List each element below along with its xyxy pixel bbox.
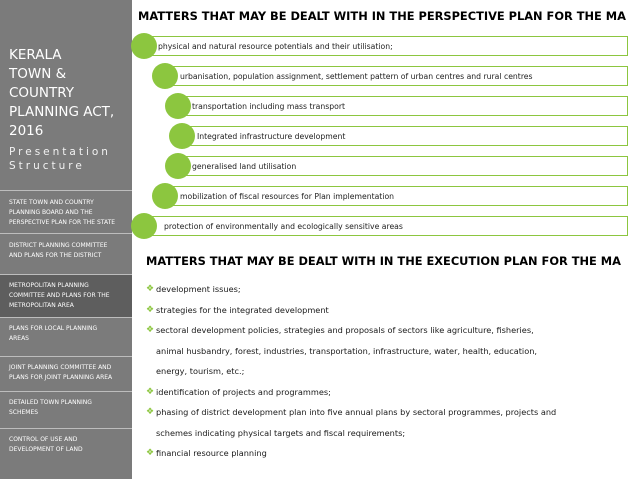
perspective-heading: MATTERS THAT MAY BE DEALT WITH IN THE PERSPECTIVE PLAN FOR THE MA: [138, 9, 626, 23]
list-item-continuation: energy, tourism, etc.;: [156, 366, 245, 376]
bullet-circle-icon: [165, 93, 191, 119]
perspective-item: physical and natural resource potentials and their utilisation;: [145, 36, 628, 56]
diamond-bullet-icon: ❖: [146, 386, 155, 397]
list-item: ❖ phasing of district development plan into five annual plans by sectoral programmes, projects and: [146, 402, 622, 423]
subtitle-line: Presentation: [9, 146, 111, 158]
bullet-circle-icon: [152, 183, 178, 209]
title-line: TOWN &: [9, 66, 67, 82]
nav-item-town-planning-schemes[interactable]: DETAILED TOWN PLANNING SCHEMES: [9, 399, 92, 416]
list-item: ❖ strategies for the integrated development: [146, 300, 622, 321]
diamond-bullet-icon: ❖: [146, 407, 155, 417]
nav-divider: [0, 391, 132, 392]
nav-item-land-use-control[interactable]: CONTROL OF USE AND DEVELOPMENT OF LAND: [9, 436, 83, 453]
title-line: 2016: [9, 123, 44, 139]
list-item-continuation: schemes indicating physical targets and fiscal requirements;: [156, 427, 406, 438]
list-item: ❖ financial resource planning: [146, 443, 622, 464]
list-item-continuation: animal husbandry, forest, industries, transportation, infrastructure, water, health, education,: [156, 345, 537, 356]
title-line: KERALA: [9, 47, 62, 63]
title-line: PLANNING ACT,: [9, 104, 115, 120]
diamond-bullet-icon: ❖: [146, 448, 155, 458]
perspective-item: protection of environmentally and ecologically sensitive areas: [145, 216, 628, 236]
sidebar: [0, 0, 132, 479]
list-item: ❖ development issues;: [146, 279, 622, 300]
presentation-subtitle: [9, 145, 127, 173]
nav-divider: [0, 190, 132, 191]
perspective-item: mobilization of fiscal resources for Plan implementation: [166, 186, 628, 206]
execution-plan-list: [146, 279, 622, 464]
perspective-item: generalised land utilisation: [179, 156, 628, 176]
list-item: ❖ identification of projects and programmes;: [146, 382, 622, 403]
nav-divider: [0, 317, 132, 318]
perspective-item: urbanisation, population assignment, settlement pattern of urban centres and rural centres: [166, 66, 628, 86]
nav-item-metropolitan[interactable]: METROPOLITAN PLANNING COMMITTEE AND PLANS FOR THE METROPOLITAN AREA: [0, 275, 132, 317]
bullet-circle-icon: [169, 123, 195, 149]
bullet-circle-icon: [131, 213, 157, 239]
nav-divider: [0, 356, 132, 357]
nav-divider: [0, 428, 132, 429]
nav-item-state-board[interactable]: STATE TOWN AND COUNTRY PLANNING BOARD AND THE PERSPECTIVE PLAN FOR THE STATE: [9, 199, 116, 226]
bullet-circle-icon: [165, 153, 191, 179]
subtitle-line: Structure: [9, 160, 85, 172]
diamond-bullet-icon: ❖: [146, 325, 155, 335]
nav-item-local-planning[interactable]: PLANS FOR LOCAL PLANNING AREAS: [9, 325, 98, 342]
nav-item-district-planning[interactable]: DISTRICT PLANNING COMMITTEE AND PLANS FOR THE DISTRICT: [9, 242, 108, 259]
diamond-bullet-icon: ❖: [146, 304, 155, 315]
nav-divider: [0, 233, 132, 234]
perspective-item: transportation including mass transport: [179, 96, 628, 116]
presentation-title: [9, 46, 127, 141]
list-item: ❖ sectoral development policies, strategies and proposals of sectors like agriculture, fisheries,: [146, 320, 622, 341]
bullet-circle-icon: [131, 33, 157, 59]
perspective-item: Integrated infrastructure development: [183, 126, 628, 146]
bullet-circle-icon: [152, 63, 178, 89]
diamond-bullet-icon: ❖: [146, 284, 155, 294]
title-line: COUNTRY: [9, 85, 75, 101]
nav-item-joint-planning[interactable]: JOINT PLANNING COMMITTEE AND PLANS FOR JOINT PLANNING AREA: [9, 364, 113, 381]
perspective-plan-diagram: [132, 30, 638, 245]
execution-heading: MATTERS THAT MAY BE DEALT WITH IN THE EXECUTION PLAN FOR THE MA: [146, 254, 621, 268]
